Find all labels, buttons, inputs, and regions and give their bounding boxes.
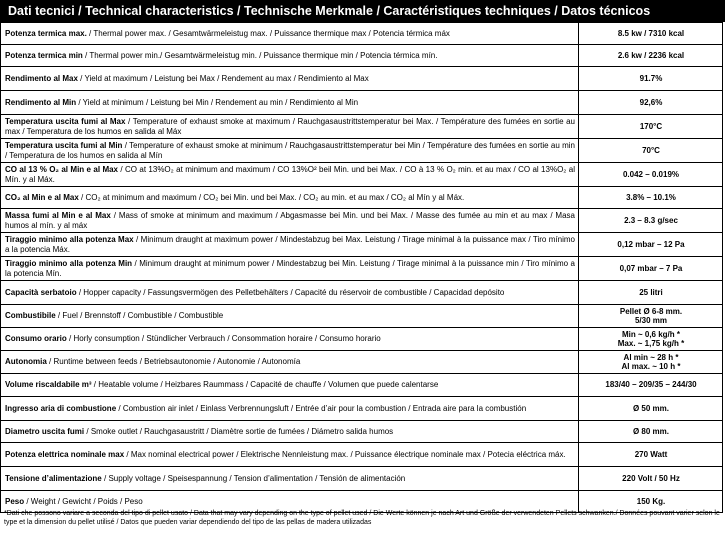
spec-row-fuel — [1, 305, 723, 328]
spec-row-heatable-volume — [1, 374, 723, 397]
spec-row-thermal-power-min — [1, 45, 723, 67]
spec-value: 8.5 kw / 7310 kcal — [579, 23, 723, 45]
spec-row-co2 — [1, 187, 723, 209]
spec-row-smoke-mass — [1, 209, 723, 233]
spec-row-co-emission — [1, 163, 723, 187]
spec-value: 2.3 – 8.3 g/sec — [579, 209, 723, 233]
spec-value: 150 Kg. — [579, 491, 723, 513]
spec-row-runtime — [1, 351, 723, 374]
spec-row-electrical-power — [1, 443, 723, 467]
spec-row-draught-max — [1, 233, 723, 257]
spec-label: Peso / Weight / Gewicht / Poids / Peso — [1, 491, 579, 513]
spec-label: Ingresso aria di combustione / Combustion air inlet / Einlass Verbrennungsluft / Entrée d’air pour la combustion / Entrada aire para la combustión — [1, 397, 579, 421]
spec-label: Tensione d’alimentazione / Supply voltage / Speisespannung / Tension d’alimentation / Tensión de alimentación — [1, 467, 579, 491]
spec-label: Temperatura uscita fumi al Min / Temperature of exhaust smoke at minimum / Rauchgasaustrittstemperatur bei Min / Température des fumées en sortie au min / Temperatura de los humos en salida al Mín — [1, 139, 579, 163]
spec-row-smoke-outlet — [1, 421, 723, 443]
spec-label: Tiraggio minimo alla potenza Min / Minimum draught at minimum power / Mindestabzug bei Min. Leistung / Tirage minimal à la puissance min / Tiro mínimo a la potencia Mín. — [1, 257, 579, 281]
spec-value: Min ~ 0,6 kg/h * Max. ~ 1,75 kg/h * — [579, 328, 723, 351]
spec-value: 183/40 – 209/35 – 244/30 — [579, 374, 723, 397]
spec-label: Diametro uscita fumi / Smoke outlet / Rauchgasaustritt / Diamètre sortie de fumées / Diámetro salida humos — [1, 421, 579, 443]
spec-row-thermal-power-max — [1, 23, 723, 45]
spec-row-combustion-air-inlet — [1, 397, 723, 421]
spec-value: 270 Watt — [579, 443, 723, 467]
spec-label: Volume riscaldabile m³ / Heatable volume / Heizbares Raummass / Capacité de chauffe / Volumen que puede calentarse — [1, 374, 579, 397]
spec-value: Al min ~ 28 h * Al max. ~ 10 h * — [579, 351, 723, 374]
spec-label: Consumo orario / Horly consumption / Stündlicher Verbrauch / Consommation horaire / Consumo horario — [1, 328, 579, 351]
spec-value: 25 litri — [579, 281, 723, 305]
spec-value: Ø 50 mm. — [579, 397, 723, 421]
specifications-table — [0, 22, 723, 513]
spec-value: 92,6% — [579, 91, 723, 115]
specifications-body — [1, 23, 723, 513]
spec-row-yield-min — [1, 91, 723, 115]
spec-row-yield-max — [1, 67, 723, 91]
spec-row-smoke-temp-max — [1, 115, 723, 139]
spec-row-smoke-temp-min — [1, 139, 723, 163]
spec-value: 3.8% – 10.1% — [579, 187, 723, 209]
spec-label: Combustibile / Fuel / Brennstoff / Combustible / Combustible — [1, 305, 579, 328]
spec-row-hopper-capacity — [1, 281, 723, 305]
spec-value: 0,12 mbar – 12 Pa — [579, 233, 723, 257]
spec-label: Potenza termica max. / Thermal power max. / Gesamtwärmeleistug max. / Puissance thermique max / Potencia térmica máx — [1, 23, 579, 45]
spec-row-draught-min — [1, 257, 723, 281]
spec-value: 220 Volt / 50 Hz — [579, 467, 723, 491]
spec-value: 0,07 mbar – 7 Pa — [579, 257, 723, 281]
spec-value: 2.6 kw / 2236 kcal — [579, 45, 723, 67]
spec-value: 70°C — [579, 139, 723, 163]
spec-value: 0.042 – 0.019% — [579, 163, 723, 187]
spec-label: CO al 13 % O₂ al Min e al Max / CO at 13%O₂ at minimum and maximum / CO 13%O² beil Min. und bei Max. / CO à 13 % O₂ min. et au max / CO al 13%O₂ al Mín. y al Máx. — [1, 163, 579, 187]
table-title: Dati tecnici / Technical characteristics / Technische Merkmale / Caractéristiques techniques / Datos técnicos — [0, 0, 725, 22]
spec-label: Rendimento al Min / Yield at minimum / Leistung bei Min / Rendement au min / Rendimiento al Min — [1, 91, 579, 115]
spec-label: Potenza elettrica nominale max / Max nominal electrical power / Elektrische Nennleistung max. / Puissance électrique nominale max / Potecia eléctrica máx. — [1, 443, 579, 467]
spec-value: Pellet Ø 6-8 mm. 5/30 mm — [579, 305, 723, 328]
spec-value: 91.7% — [579, 67, 723, 91]
spec-value: Ø 80 mm. — [579, 421, 723, 443]
spec-label: Capacità serbatoio / Hopper capacity / Fassungsvermögen des Pelletbehälters / Capacité du réservoir de combustible / Capacidad depósito — [1, 281, 579, 305]
spec-label: Autonomia / Runtime between feeds / Betriebsautonomie / Autonomie / Autonomía — [1, 351, 579, 374]
spec-label: Temperatura uscita fumi al Max / Temperature of exhaust smoke at maximum / Rauchgasaustrittstemperatur bei Max. / Température des fumées en sortie au max / Temperatura de los humos en salida al Máx — [1, 115, 579, 139]
footnote: *Dati che possono variare a seconda del tipo di pellet usato / Data that may vary depending on the type of pellet used / Die Werte können je nach Art und Größe der verwendeten Pellets schwanken./ Données pouvant varier selon le type et la dimension du pellet utilisé / Datos que pueden variar dependiendo del tipo de las pellas de madera utilizadas — [4, 510, 720, 526]
spec-row-supply-voltage — [1, 467, 723, 491]
spec-label: Potenza termica min / Thermal power min./ Gesamtwärmeleistug min. / Puissance thermique min / Potencia térmica mín. — [1, 45, 579, 67]
spec-label: Massa fumi al Min e al Max / Mass of smoke at minimum and maximum / Abgasmasse bei Min. und bei Max. / Masse des fumée au min et au max / Masa humos al mín. y al máx — [1, 209, 579, 233]
spec-label: Tiraggio minimo alla potenza Max / Minimum draught at maximum power / Mindestabzug bei Max. Leistung / Tirage minimal à la puissance max / Tiro mínimo a la potencia Máx. — [1, 233, 579, 257]
spec-label: CO₂ al Min e al Max / CO₂ at minimum and maximum / CO₂ bei Min. und bei Max. / CO₂ au min. et au max / CO₂ al Mín y al Máx. — [1, 187, 579, 209]
spec-value: 170°C — [579, 115, 723, 139]
spec-label: Rendimento al Max / Yield at maximum / Leistung bei Max / Rendement au max / Rendimiento al Max — [1, 67, 579, 91]
spec-row-hourly-consumption — [1, 328, 723, 351]
